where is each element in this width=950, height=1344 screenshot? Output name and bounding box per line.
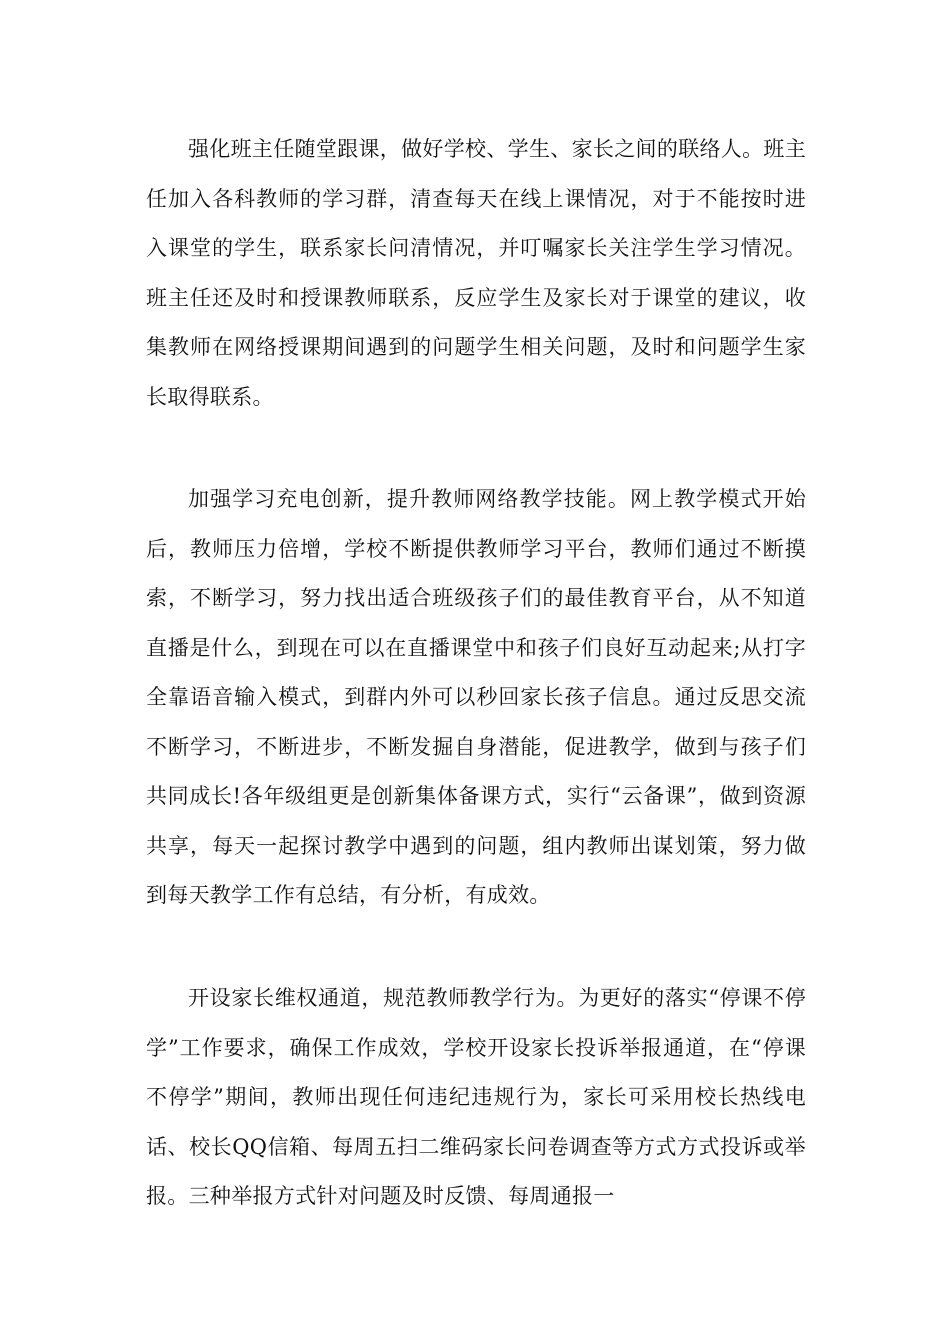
paragraph-head-teacher-liaison: 强化班主任随堂跟课，做好学校、学生、家长之间的联络人。班主任加入各科教师的学习群，清查每天在线上课情况，对于不能按时进入课堂的学生，联系家长问清情况，并叮嘱家长关注学生学习情况。班主任还及时和授课教师联系，反应学生及家长对于课堂的建议，收集教师在网络授课期间遇到的问题学生相关问题，及时和问题学生家长取得联系。 [146,137,806,409]
paragraph-teacher-online-skills: 加强学习充电创新，提升教师网络教学技能。网上教学模式开始后，教师压力倍增，学校不断提供教师学习平台，教师们通过不断摸索，不断学习，努力找出适合班级孩子们的最佳教育平台，从不知道直播是什么，到现在可以在直播课堂中和孩子们良好互动起来;从打字全靠语音输入模式，到群内外可以秒回家长孩子信息。通过反思交流不断学习，不断进步，不断发掘自身潜能，促进教学，做到与孩子们共同成长!各年级组更是创新集体备课方式，实行“云备课”，做到资源共享，每天一起探讨教学中遇到的问题，组内教师出谋划策，努力做到每天教学工作有总结，有分析，有成效。 [146,487,806,907]
paragraph-parent-complaint-channel: 开设家长维权通道，规范教师教学行为。为更好的落实“停课不停学”工作要求，确保工作成效，学校开设家长投诉举报通道，在“停课不停学”期间，教师出现任何违纪违规行为，家长可采用校长热线电话、校长QQ信箱、每周五扫二维码家长问卷调查等方式方式投诉或举报。三种举报方式针对问题及时反馈、每周通报一 [146,986,806,1208]
